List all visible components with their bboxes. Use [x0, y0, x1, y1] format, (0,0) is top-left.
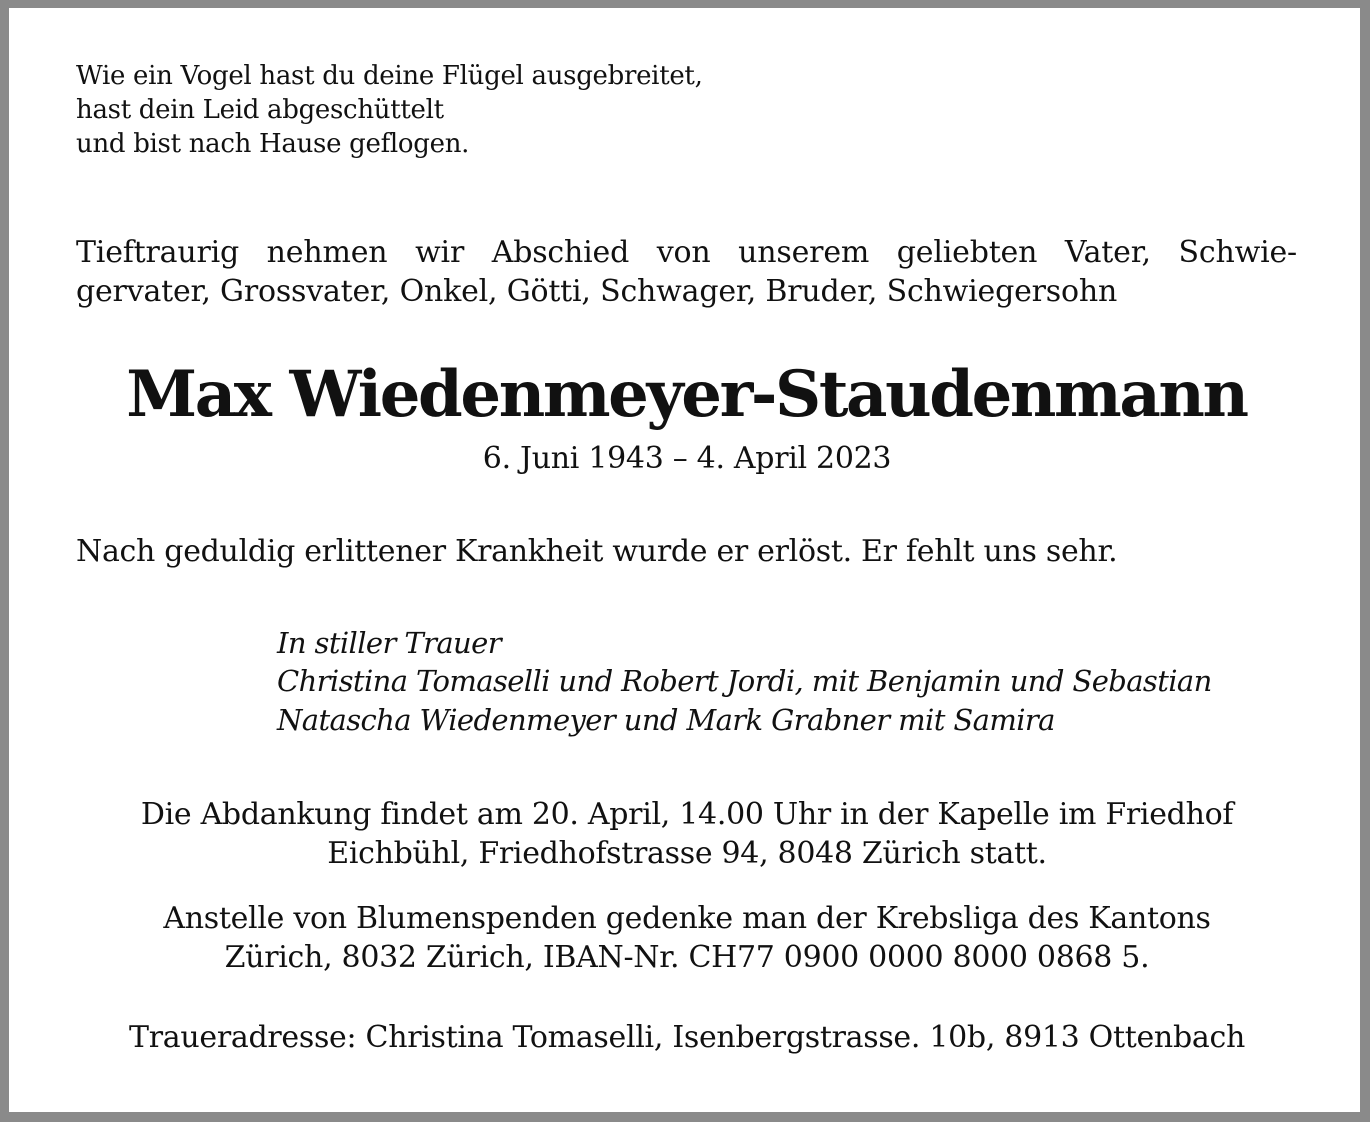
- funeral-line-1: Die Abdankung findet am 20. April, 14.00 Uhr in der Kapelle im Friedhof: [140, 797, 1234, 832]
- funeral-line-2: Eichbühl, Friedhofstrasse 94, 8048 Zürich statt.: [327, 836, 1047, 871]
- poem-line: hast dein Leid abgeschüttelt: [76, 95, 444, 125]
- poem-line: Wie ein Vogel hast du deine Flügel ausgebreitet,: [76, 61, 703, 91]
- intro-line-2: gervater, Grossvater, Onkel, Götti, Schwager, Bruder, Schwiegersohn: [76, 274, 1118, 309]
- poem: [76, 59, 703, 161]
- mourners-heading: In stiller Trauer: [277, 626, 501, 660]
- donation-line-2: Zürich, 8032 Zürich, IBAN-Nr. CH77 0900 0000 8000 0868 5.: [224, 940, 1150, 975]
- mourning-address: Traueradresse: Christina Tomaselli, Isenbergstrasse. 10b, 8913 Ottenbach: [129, 1020, 1245, 1055]
- poem-line: und bist nach Hause geflogen.: [76, 129, 470, 159]
- closing-note: Nach geduldig erlittener Krankheit wurde er erlöst. Er fehlt uns sehr.: [76, 534, 1118, 569]
- life-dates: 6. Juni 1943 – 4. April 2023: [482, 441, 892, 476]
- donation-line-1: Anstelle von Blumenspenden gedenke man der Krebsliga des Kantons: [163, 901, 1211, 936]
- mourners-line-1: Christina Tomaselli und Robert Jordi, mit Benjamin und Sebastian: [277, 664, 1212, 698]
- intro-line-1: Tieftraurig nehmen wir Abschied von unserem geliebten Vater, Schwie-: [76, 235, 1297, 270]
- mourners-line-2: Natascha Wiedenmeyer und Mark Grabner mit Samira: [277, 703, 1055, 737]
- deceased-name: Max Wiedenmeyer-Staudenmann: [126, 357, 1247, 432]
